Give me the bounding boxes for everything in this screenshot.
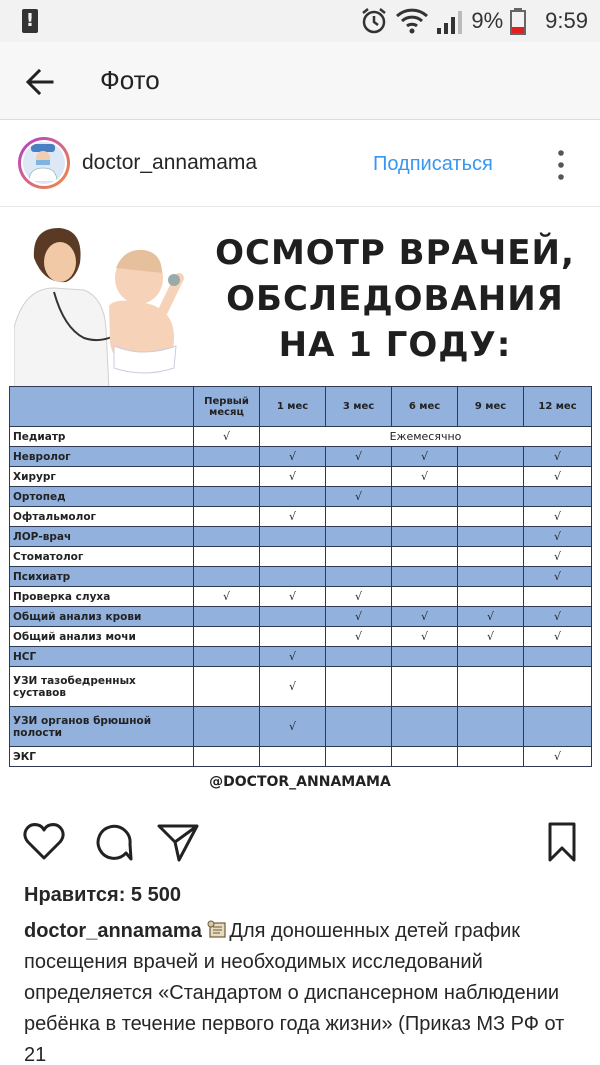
header-cell: 9 мес: [458, 387, 524, 427]
avatar[interactable]: [18, 137, 70, 189]
notification-warning-icon: [22, 9, 38, 33]
table-cell: [194, 667, 260, 707]
table-cell: [326, 547, 392, 567]
table-cell: √: [194, 587, 260, 607]
row-label: Хирург: [10, 467, 194, 487]
row-label: Стоматолог: [10, 547, 194, 567]
table-cell: [392, 667, 458, 707]
status-icons: [359, 6, 588, 36]
table-cell: √: [260, 667, 326, 707]
table-cell: [260, 547, 326, 567]
table-cell: [194, 707, 260, 747]
table-cell: √: [458, 607, 524, 627]
header-cell: 3 мес: [326, 387, 392, 427]
table-cell: √: [392, 607, 458, 627]
table-cell: [194, 567, 260, 587]
table-cell: [458, 447, 524, 467]
table-cell: [260, 627, 326, 647]
app-bar: [0, 42, 600, 120]
battery-percent: 9%: [471, 8, 504, 33]
table-cell: √: [524, 547, 592, 567]
table-cell: [326, 707, 392, 747]
table-cell: [194, 547, 260, 567]
table-cell: √: [326, 447, 392, 467]
table-cell: √: [524, 627, 592, 647]
table-cell: [392, 567, 458, 587]
heading-line: НА 1 ГОДУ:: [278, 325, 512, 365]
schedule-body: [10, 427, 592, 767]
table-row: [10, 487, 592, 507]
header-cell: [10, 387, 194, 427]
table-cell: [194, 507, 260, 527]
table-cell: [326, 667, 392, 707]
table-cell: [524, 487, 592, 507]
table-cell: √: [326, 487, 392, 507]
table-cell: √: [524, 507, 592, 527]
row-label: УЗИ органов брюшной полости: [10, 707, 194, 747]
table-cell: √: [524, 567, 592, 587]
table-cell: [194, 647, 260, 667]
row-label: Общий анализ крови: [10, 607, 194, 627]
table-cell: [392, 487, 458, 507]
table-cell: [260, 567, 326, 587]
post-header: [0, 121, 600, 207]
table-cell: [524, 707, 592, 747]
table-cell: [326, 467, 392, 487]
table-row: [10, 467, 592, 487]
signal-icon: [435, 8, 465, 34]
share-send-icon[interactable]: [156, 820, 200, 864]
table-cell: √: [260, 507, 326, 527]
table-header-row: [10, 387, 592, 427]
table-cell: [458, 527, 524, 547]
table-row: [10, 567, 592, 587]
follow-button[interactable]: Подписаться: [373, 153, 493, 175]
table-cell: [458, 547, 524, 567]
table-cell: [194, 747, 260, 767]
table-cell: [392, 527, 458, 547]
table-cell: [392, 747, 458, 767]
table-cell: [194, 487, 260, 507]
table-cell: [458, 567, 524, 587]
row-label: Офтальмолог: [10, 507, 194, 527]
table-row: [10, 587, 592, 607]
table-cell: √: [392, 467, 458, 487]
table-row: [10, 607, 592, 627]
row-label: Невролог: [10, 447, 194, 467]
header-cell: 12 мес: [524, 387, 592, 427]
table-cell: √: [524, 607, 592, 627]
monthly-note: Ежемесячно: [260, 427, 592, 447]
doctor-with-baby-illustration: [14, 218, 194, 390]
table-cell: [194, 607, 260, 627]
bookmark-icon[interactable]: [540, 820, 584, 864]
header-cell: 6 мес: [392, 387, 458, 427]
table-row: [10, 447, 592, 467]
table-cell: [194, 527, 260, 547]
table-cell: [260, 487, 326, 507]
row-label: НСГ: [10, 647, 194, 667]
table-cell: √: [392, 627, 458, 647]
wifi-icon: [395, 7, 429, 35]
row-label: Педиатр: [10, 427, 194, 447]
table-cell: [458, 467, 524, 487]
table-cell: √: [458, 627, 524, 647]
table-cell: [458, 707, 524, 747]
table-row: [10, 707, 592, 747]
table-row: [10, 667, 592, 707]
row-label: ЭКГ: [10, 747, 194, 767]
table-cell: √: [260, 587, 326, 607]
table-cell: √: [260, 467, 326, 487]
row-label: Общий анализ мочи: [10, 627, 194, 647]
alarm-icon: [359, 6, 389, 36]
schedule-table: [9, 386, 592, 767]
header-cell: Первый месяц: [194, 387, 260, 427]
table-cell: √: [260, 647, 326, 667]
table-cell: √: [392, 447, 458, 467]
table-cell: [458, 667, 524, 707]
action-bar: [0, 820, 600, 870]
table-cell: [326, 567, 392, 587]
row-label: Проверка слуха: [10, 587, 194, 607]
table-cell: [458, 507, 524, 527]
battery-icon: [509, 7, 527, 35]
table-row: [10, 427, 592, 447]
table-cell: √: [524, 527, 592, 547]
table-cell: [326, 647, 392, 667]
like-heart-icon[interactable]: [22, 820, 66, 864]
table-cell: [392, 587, 458, 607]
page-title: Фото: [100, 65, 160, 95]
table-row: [10, 547, 592, 567]
table-cell: [326, 507, 392, 527]
caption-text: Для доношенных детей график посещения врачей и необходимых исследований определяется «Стандартом о диспансерном наблюдении ребёнка в течение первого года жизни» (Приказ МЗ РФ от 21: [24, 920, 565, 1065]
scroll-emoji-icon: [207, 920, 229, 940]
table-row: [10, 527, 592, 547]
table-cell: √: [260, 707, 326, 747]
likes-count[interactable]: Нравится: 5 500: [24, 884, 181, 906]
table-cell: [260, 747, 326, 767]
table-cell: [458, 747, 524, 767]
watermark: @DOCTOR_ANNAMAMA: [209, 774, 391, 790]
table-cell: [458, 487, 524, 507]
row-label: Психиатр: [10, 567, 194, 587]
table-cell: [194, 467, 260, 487]
table-cell: [260, 607, 326, 627]
table-cell: √: [326, 587, 392, 607]
table-cell: [524, 587, 592, 607]
post-image[interactable]: [0, 208, 600, 800]
table-cell: [392, 707, 458, 747]
table-cell: [392, 647, 458, 667]
comment-icon[interactable]: [90, 820, 134, 864]
table-cell: [524, 647, 592, 667]
table-row: [10, 747, 592, 767]
table-cell: [392, 547, 458, 567]
back-arrow-icon[interactable]: [22, 64, 58, 100]
table-cell: [260, 527, 326, 547]
table-cell: [524, 667, 592, 707]
post-caption: [24, 916, 584, 1065]
status-bar: [0, 0, 600, 42]
table-cell: [326, 747, 392, 767]
post-username[interactable]: doctor_annamama: [82, 151, 258, 174]
heading-line: ОБСЛЕДОВАНИЯ: [226, 279, 564, 319]
clock: 9:59: [545, 8, 588, 33]
table-cell: √: [194, 427, 260, 447]
table-cell: √: [524, 447, 592, 467]
table-cell: √: [524, 747, 592, 767]
table-cell: [458, 647, 524, 667]
row-label: УЗИ тазобедренных суставов: [10, 667, 194, 707]
table-cell: [392, 507, 458, 527]
more-options-icon[interactable]: [549, 148, 573, 182]
table-cell: [194, 627, 260, 647]
table-cell: [326, 527, 392, 547]
table-cell: [458, 587, 524, 607]
row-label: Ортопед: [10, 487, 194, 507]
table-cell: √: [260, 447, 326, 467]
doctor-avatar-icon: [23, 142, 63, 182]
header-cell: 1 мес: [260, 387, 326, 427]
table-row: [10, 647, 592, 667]
table-cell: √: [524, 467, 592, 487]
caption-username[interactable]: doctor_annamama: [24, 920, 202, 942]
table-row: [10, 507, 592, 527]
table-row: [10, 627, 592, 647]
heading-line: ОСМОТР ВРАЧЕЙ,: [215, 233, 575, 273]
infographic-heading: [200, 230, 590, 368]
table-cell: [194, 447, 260, 467]
table-cell: √: [326, 627, 392, 647]
table-cell: √: [326, 607, 392, 627]
row-label: ЛОР-врач: [10, 527, 194, 547]
